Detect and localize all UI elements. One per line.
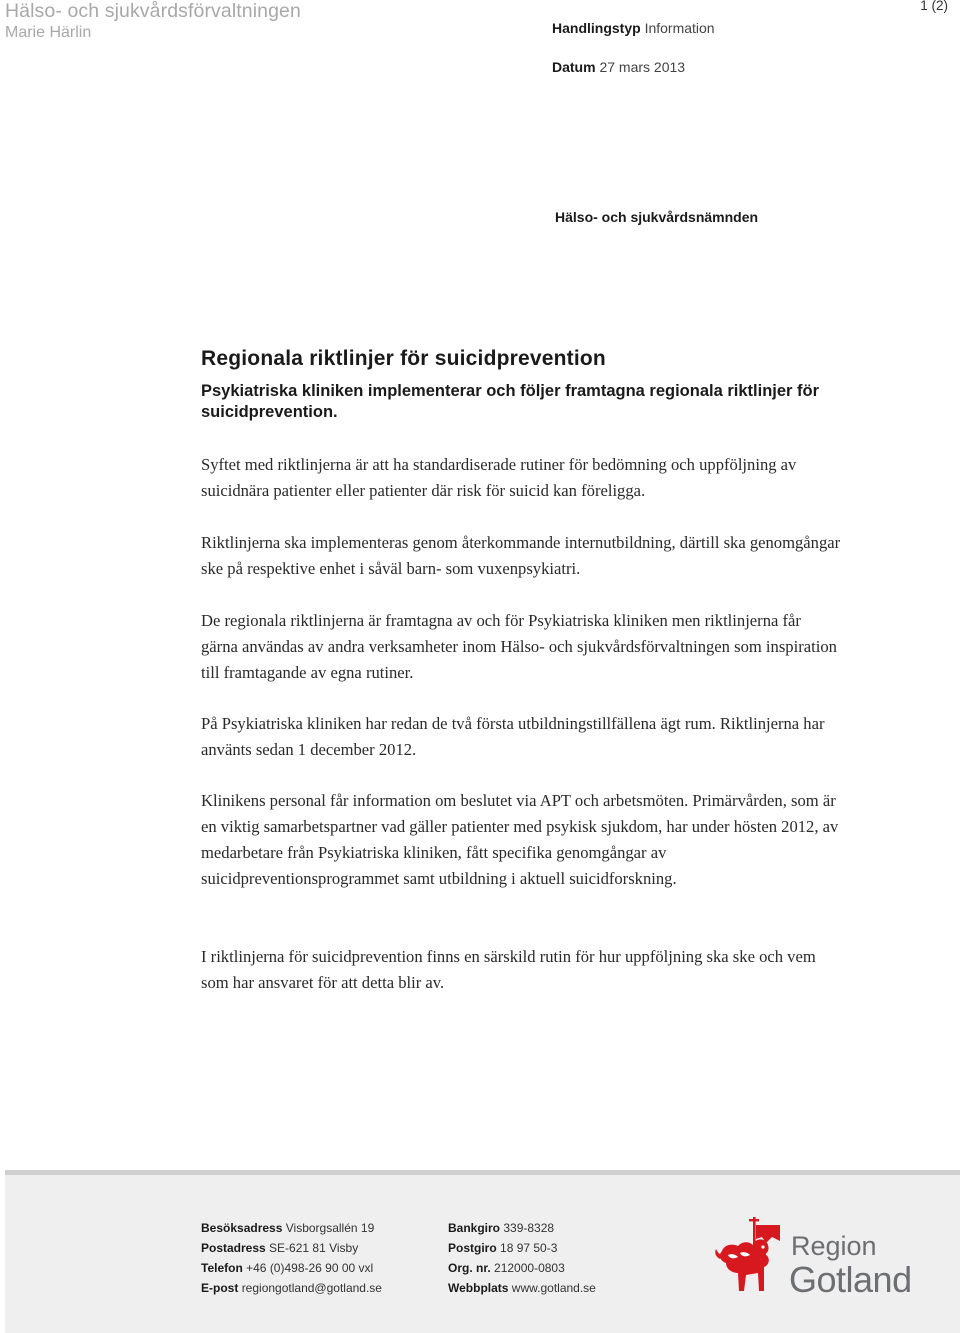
paragraph-training: På Psykiatriska kliniken har redan de två första utbildningstillfällena ägt rum. Riktlinjerna har använts sedan 1 december 2012. — [201, 714, 825, 759]
date-value: 27 mars 2013 — [599, 59, 686, 75]
recipient: Hälso- och sjukvårdsnämnden — [555, 209, 759, 225]
paragraph-purpose: Syftet med riktlinjerna är att ha standardiserade rutiner för bedömning och uppföljning av suicidnära patienter eller patienter där risk för suicid kan föreligga. — [201, 455, 797, 500]
footer-visit-address: Besöksadress Visborgsallén 19 — [201, 1221, 375, 1235]
logo-text-gotland: Gotland — [789, 1259, 912, 1300]
paragraph-regional: De regionala riktlinjerna är framtagna av och för Psykiatriska kliniken men riktlinjerna får gärna användas av andra verksamheter inom Hälso- och sjukvårdsförvaltningen som inspiration till framtagande av egna rutiner. — [201, 611, 837, 682]
footer-website: Webbplats www.gotland.se — [448, 1281, 596, 1295]
doc-date — [552, 59, 685, 75]
date-label: Datum — [552, 59, 596, 75]
footer-postgiro: Postgiro 18 97 50-3 — [448, 1241, 558, 1255]
footer-bankgiro: Bankgiro 339-8328 — [448, 1221, 555, 1235]
doc-type-label: Handlingstyp — [552, 20, 641, 36]
logo-text-region: Region — [791, 1231, 877, 1261]
doc-type-value: Information — [644, 20, 715, 36]
footer-contact-column — [201, 1218, 382, 1298]
page-number: 1 (2) — [920, 0, 948, 13]
footer-email: E-post regiongotland@gotland.se — [201, 1281, 382, 1295]
footer-finance-column — [448, 1218, 596, 1298]
footer-org-number: Org. nr. 212000-0803 — [448, 1261, 565, 1275]
paragraph-implementation: Riktlinjerna ska implementeras genom återkommande internutbildning, därtill ska genomgångar ske på respektive enhet i såväl barn- som vuxenpsykiatri. — [201, 533, 841, 578]
lead-paragraph: Psykiatriska kliniken implementerar och följer framtagna regionala riktlinjer för suicidprevention. — [201, 382, 820, 421]
paragraph-followup: I riktlinjerna för suicidprevention finns en särskild rutin för hur uppföljning ska ske och vem som har ansvaret för att detta blir av. — [201, 947, 816, 992]
org-name: Hälso- och sjukvårdsförvaltningen — [5, 0, 301, 22]
footer-phone: Telefon +46 (0)498-26 90 00 vxl — [201, 1261, 374, 1275]
doc-type — [552, 20, 715, 36]
footer-postal-address: Postadress SE-621 81 Visby — [201, 1241, 359, 1255]
document-title: Regionala riktlinjer för suicidprevention — [201, 347, 606, 370]
author-name: Marie Härlin — [5, 24, 92, 41]
region-gotland-logo — [714, 1213, 929, 1301]
paragraph-information: Klinikens personal får information om beslutet via APT och arbetsmöten. Primärvården, som är en viktig samarbetspartner vad gäller patienter med psykisk sjukdom, har under hösten 2012, av medarbetare från Psykiatriska kliniken, fått specifika genomgångar av suicidpreventionsprogrammet samt utbildning i aktuell suicidforskning. — [201, 791, 839, 888]
